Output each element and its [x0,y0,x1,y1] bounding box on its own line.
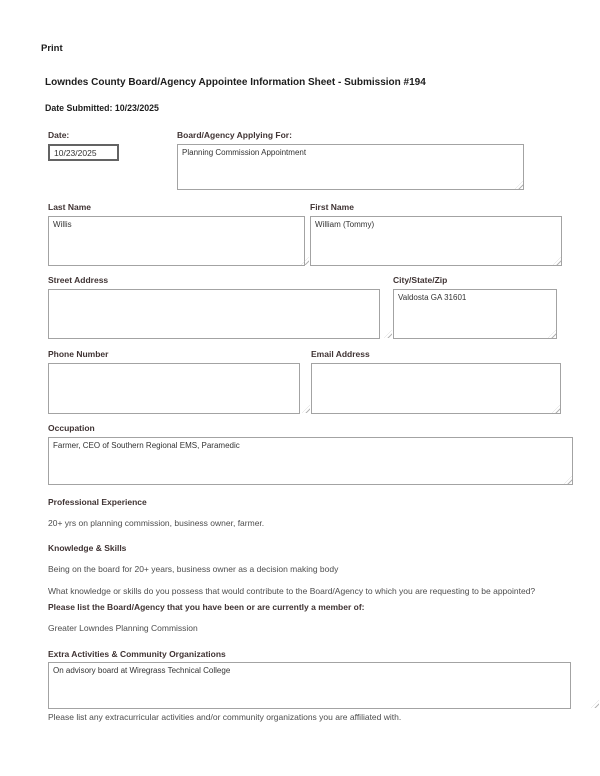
city-state-zip-field-group [393,276,557,339]
extra-activities-hint: Please list any extracurricular activities and/or community organizations you are affiliated with. [48,712,402,722]
extra-activities-label: Extra Activities & Community Organizations [48,649,226,659]
street-address-textarea[interactable] [48,289,380,339]
extra-activities-textarea[interactable] [48,662,571,709]
last-name-label: Last Name [48,202,91,212]
street-address-field-group [48,276,393,339]
street-address-label: Street Address [48,275,109,285]
print-button[interactable]: Print [41,43,63,54]
email-address-label: Email Address [311,349,370,359]
board-agency-field-group [177,131,524,190]
appointee-form [48,131,600,485]
phone-number-field-group [48,350,311,414]
date-label: Date: [48,130,70,140]
row-name [48,203,600,266]
date-input[interactable] [48,144,119,161]
occupation-field-group [48,424,573,485]
board-agency-textarea[interactable] [177,144,524,190]
knowledge-skills-question: What knowledge or skills do you possess that would contribute to the Board/Agency to which you are requesting to be appointed? [48,586,536,596]
last-name-textarea[interactable] [48,216,305,266]
resize-handle[interactable] [384,330,392,338]
first-name-field-group [310,203,562,266]
first-name-textarea[interactable] [310,216,562,266]
board-membership-heading: Please list the Board/Agency that you have been or are currently a member of: [48,602,365,612]
resize-handle[interactable] [591,700,599,708]
date-submitted-text: Date Submitted: 10/23/2025 [45,103,159,113]
knowledge-skills-answer: Being on the board for 20+ years, business owner as a decision making body [48,564,339,574]
row-date-board [48,131,600,190]
row-contact [48,350,600,414]
email-address-field-group [311,350,561,414]
knowledge-skills-heading: Knowledge & Skills [48,543,127,553]
phone-number-label: Phone Number [48,349,109,359]
last-name-field-group [48,203,310,266]
occupation-label: Occupation [48,423,95,433]
page-title: Lowndes County Board/Agency Appointee Information Sheet - Submission #194 [45,77,426,88]
phone-number-textarea[interactable] [48,363,300,414]
date-field-group [48,131,177,190]
occupation-textarea[interactable] [48,437,573,485]
email-address-textarea[interactable] [311,363,561,414]
professional-experience-heading: Professional Experience [48,497,147,507]
first-name-label: First Name [310,202,354,212]
city-state-zip-label: City/State/Zip [393,275,448,285]
professional-experience-text: 20+ yrs on planning commission, business owner, farmer. [48,518,265,528]
board-membership-text: Greater Lowndes Planning Commission [48,623,198,633]
city-state-zip-textarea[interactable] [393,289,557,339]
row-address [48,276,600,339]
row-occupation [48,424,600,485]
board-agency-label: Board/Agency Applying For: [177,130,292,140]
resize-handle[interactable] [302,405,310,413]
